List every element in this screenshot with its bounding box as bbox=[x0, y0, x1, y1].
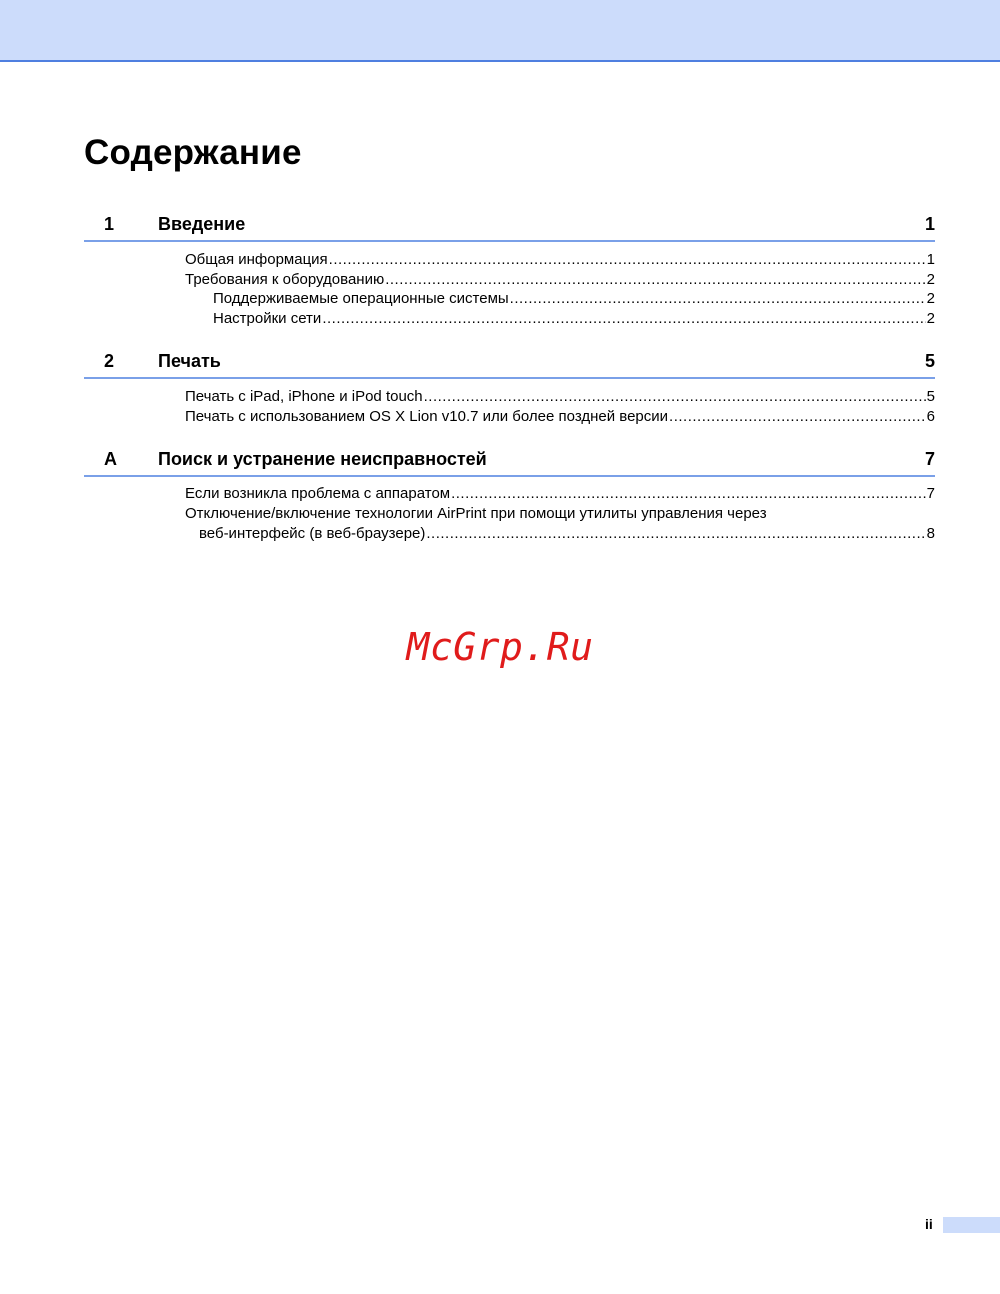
toc-entry-label: Печать с использованием OS X Lion v10.7 или более поздней версии bbox=[185, 408, 669, 425]
chapter-page: 7 bbox=[924, 449, 935, 469]
chapter-title: Введение bbox=[158, 214, 246, 234]
toc-entry-page: 1 bbox=[926, 251, 935, 268]
toc-entry-label: Настройки сети bbox=[213, 310, 322, 327]
chapter-heading-2[interactable] bbox=[84, 351, 935, 379]
toc-entry[interactable] bbox=[185, 270, 935, 290]
toc-entry[interactable] bbox=[185, 407, 935, 427]
toc-entry-page: 8 bbox=[926, 525, 935, 542]
chapter-heading-a[interactable] bbox=[84, 449, 935, 477]
dot-leader bbox=[385, 270, 925, 290]
chapter-page: 1 bbox=[924, 214, 935, 234]
toc-subentry[interactable] bbox=[213, 289, 935, 309]
toc-entry-first-line[interactable]: Отключение/включение технологии AirPrint при помощи утилиты управления через bbox=[185, 505, 767, 522]
chapter-number: A bbox=[104, 449, 117, 469]
chapter-page: 5 bbox=[924, 351, 935, 371]
dot-leader bbox=[426, 524, 925, 544]
dot-leader bbox=[510, 289, 926, 309]
dot-leader bbox=[424, 387, 926, 407]
toc-entry[interactable] bbox=[185, 250, 935, 270]
chapter-heading-1[interactable] bbox=[84, 214, 935, 242]
toc-entry[interactable] bbox=[199, 524, 935, 544]
toc-entry-page: 2 bbox=[926, 310, 935, 327]
toc-entry-label: Поддерживаемые операционные системы bbox=[213, 290, 509, 307]
toc-entry-page: 2 bbox=[926, 290, 935, 307]
toc-entry-page: 6 bbox=[926, 408, 935, 425]
dot-leader bbox=[322, 309, 925, 329]
header-band bbox=[0, 0, 1000, 62]
toc-entry[interactable] bbox=[185, 387, 935, 407]
dot-leader bbox=[329, 250, 926, 270]
dot-leader bbox=[451, 484, 926, 504]
chapter-number: 2 bbox=[104, 351, 115, 371]
toc-entry[interactable] bbox=[185, 484, 935, 504]
toc-entry-label: веб-интерфейс (в веб-браузере) bbox=[199, 525, 426, 542]
toc-entry-label: Печать с iPad, iPhone и iPod touch bbox=[185, 388, 423, 405]
chapter-title: Поиск и устранение неисправностей bbox=[158, 449, 487, 469]
toc-entry-page: 7 bbox=[926, 485, 935, 502]
toc-entry-page: 2 bbox=[926, 271, 935, 288]
page-number: ii bbox=[925, 1216, 933, 1232]
chapter-number: 1 bbox=[104, 214, 115, 234]
toc-entry-label: Требования к оборудованию bbox=[185, 271, 385, 288]
toc-entry-page: 5 bbox=[926, 388, 935, 405]
footer-band bbox=[943, 1217, 1000, 1233]
watermark: McGrp.Ru bbox=[406, 625, 594, 669]
chapter-title: Печать bbox=[158, 351, 221, 371]
toc-subentry[interactable] bbox=[213, 309, 935, 329]
page-title: Содержание bbox=[84, 133, 302, 172]
toc-entry-label: Если возникла проблема с аппаратом bbox=[185, 485, 451, 502]
dot-leader bbox=[669, 407, 926, 427]
toc-entry-label: Общая информация bbox=[185, 251, 328, 268]
